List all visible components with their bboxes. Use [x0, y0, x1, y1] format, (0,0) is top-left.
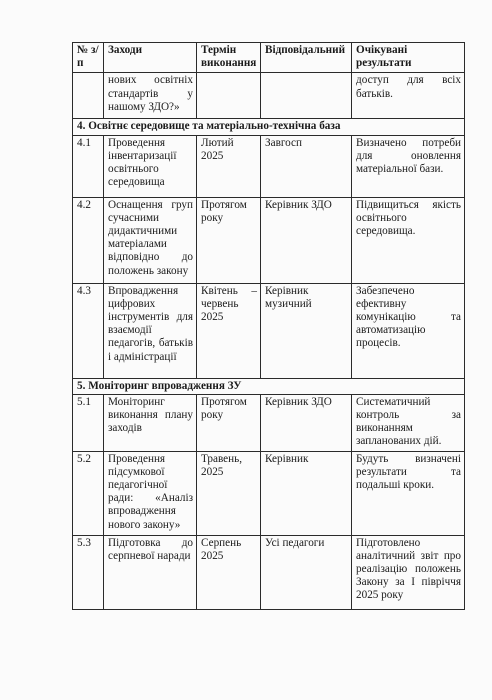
- cell-action: Проведення підсумкової педагогічної ради: «Аналіз впровадження нового закону»: [104, 451, 197, 535]
- cell-term: Квітень – червень 2025: [197, 283, 261, 378]
- cell-result: доступ для всіх батьків.: [352, 73, 465, 119]
- header-action: Заходи: [104, 43, 197, 73]
- header-result: Очікувані результати: [352, 43, 465, 73]
- cell-term: Травень, 2025: [197, 451, 261, 535]
- cell-term: [197, 73, 261, 119]
- header-responsible: Відповідальний: [261, 43, 352, 73]
- table-row: [73, 197, 465, 283]
- cell-action: Оснащення груп сучасними дидактичними матеріалами відповідно до положень закону: [104, 197, 197, 283]
- cell-responsible: Завгосп: [261, 135, 352, 197]
- cell-action: нових освітніх стандартів у нашому ЗДО?»: [104, 73, 197, 119]
- cell-term: Лютий 2025: [197, 135, 261, 197]
- cell-action: Впровадження цифрових інструментів для взаємодії педагогів, батьків і адміністрації: [104, 283, 197, 378]
- cell-result: Підготовлено аналітичний звіт про реалізацію положень Закону за І півріччя 2025 року: [352, 535, 465, 609]
- cell-number: 5.3: [73, 535, 104, 609]
- cell-number: 4.1: [73, 135, 104, 197]
- cell-result: Визначено потреби для оновлення матеріальної бази.: [352, 135, 465, 197]
- cell-responsible: Усі педагоги: [261, 535, 352, 609]
- table-row-continuation: [73, 73, 465, 119]
- table-row: [73, 451, 465, 535]
- cell-responsible: [261, 73, 352, 119]
- cell-term: Протягом року: [197, 394, 261, 451]
- table-header-row: [73, 43, 465, 73]
- section-heading-row: [73, 119, 465, 135]
- cell-number: 5.2: [73, 451, 104, 535]
- table-row: [73, 535, 465, 609]
- cell-result: Систематичний контроль за виконанням запланованих дій.: [352, 394, 465, 451]
- cell-term: Протягом року: [197, 197, 261, 283]
- cell-responsible: Керівник: [261, 451, 352, 535]
- table-row: [73, 394, 465, 451]
- cell-action: Підготовка до серпневої наради: [104, 535, 197, 609]
- cell-number: 4.3: [73, 283, 104, 378]
- cell-responsible: Керівник ЗДО: [261, 394, 352, 451]
- cell-number: [73, 73, 104, 119]
- table-row: [73, 283, 465, 378]
- section-title: 5. Моніторинг впровадження ЗУ: [73, 378, 465, 394]
- cell-responsible: Керівник музичний: [261, 283, 352, 378]
- section-heading-row: [73, 378, 465, 394]
- cell-responsible: Керівник ЗДО: [261, 197, 352, 283]
- cell-result: Будуть визначені результати та подальші кроки.: [352, 451, 465, 535]
- header-number: № з/п: [73, 43, 104, 73]
- action-plan-table: [72, 42, 465, 610]
- section-title: 4. Освітнє середовище та матеріально-технічна база: [73, 119, 465, 135]
- cell-action: Проведення інвентаризації освітнього середовища: [104, 135, 197, 197]
- cell-number: 4.2: [73, 197, 104, 283]
- cell-number: 5.1: [73, 394, 104, 451]
- cell-result: Підвищиться якість освітнього середовища.: [352, 197, 465, 283]
- table-row: [73, 135, 465, 197]
- cell-result: Забезпечено ефективну комунікацію та автоматизацію процесів.: [352, 283, 465, 378]
- cell-term: Серпень 2025: [197, 535, 261, 609]
- cell-action: Моніторинг виконання плану заходів: [104, 394, 197, 451]
- header-term: Термін виконання: [197, 43, 261, 73]
